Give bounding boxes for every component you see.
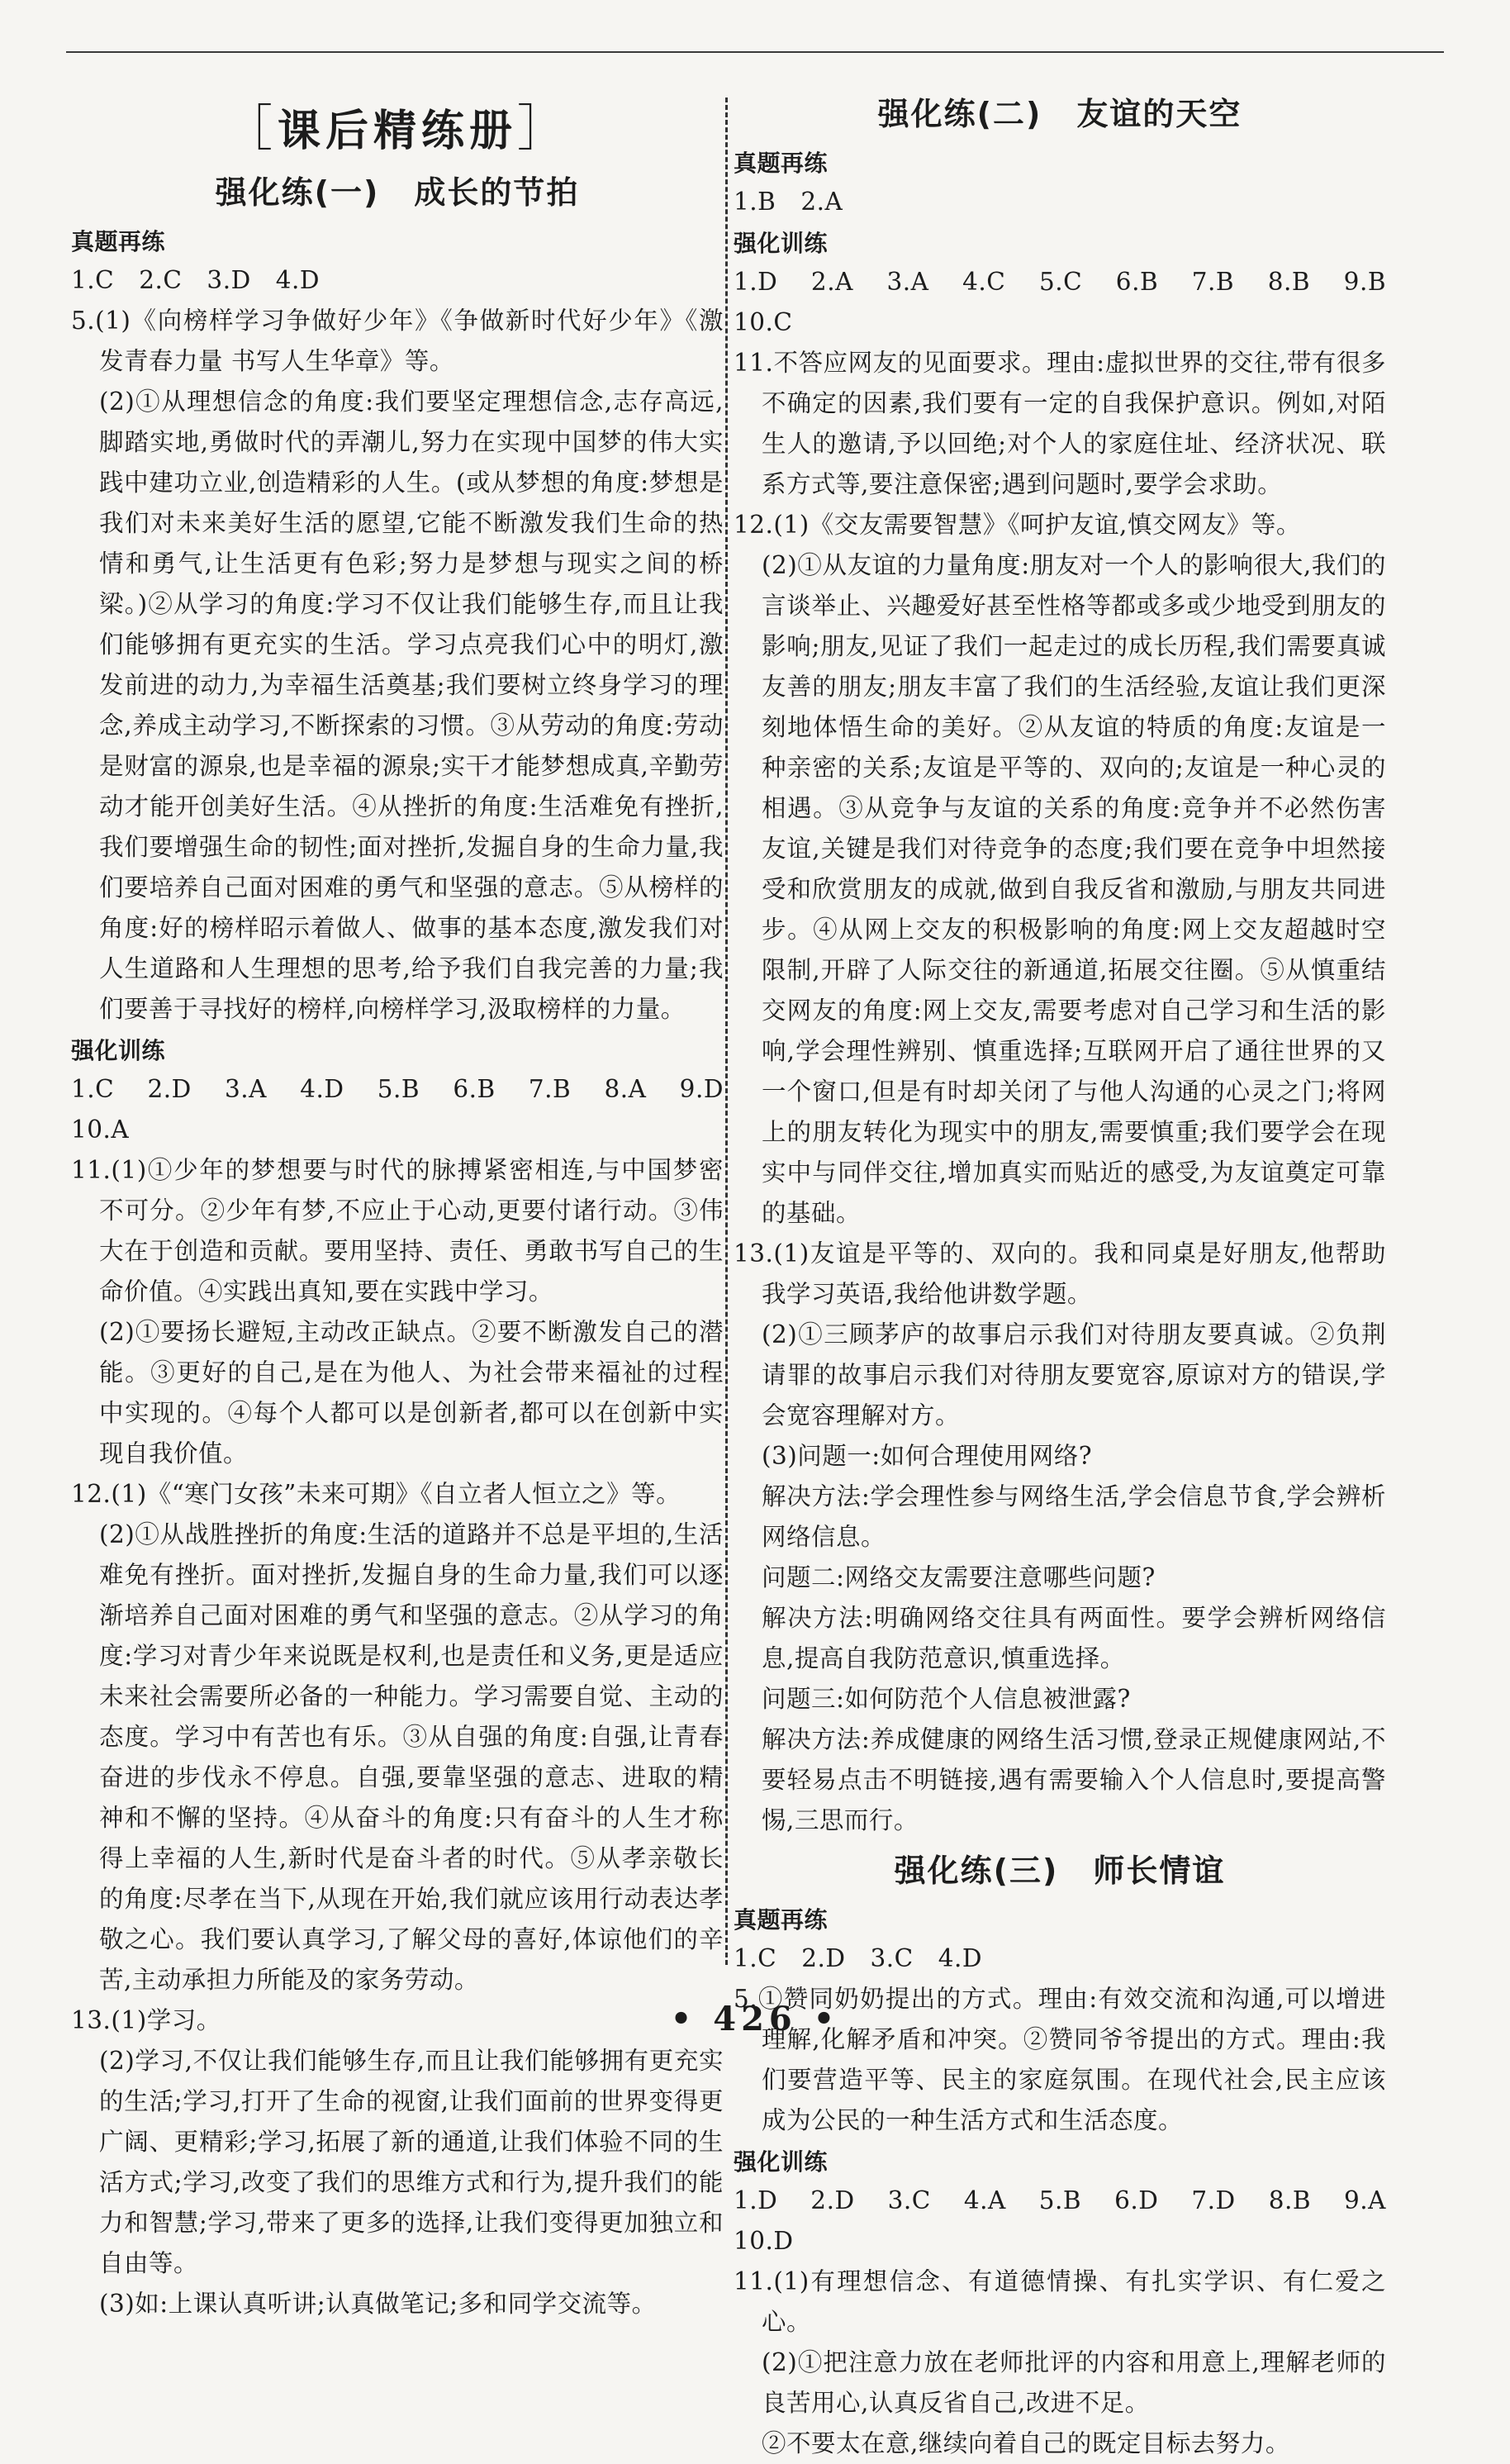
section2-title (734, 88, 1386, 140)
section3-title-topic: 师长情谊 (1093, 1853, 1226, 1889)
section2-q13-part4: 解决方法:学会理性参与网络生活,学会信息节食,学会辨析网络信息。 (762, 1482, 1386, 1551)
section1-q5-part2: (2)①从理想信念的角度:我们要坚定理想信念,志存高远,脚踏实地,勇做时代的弄潮儿,努力在实现中国梦的伟大实践中建功立业,创造精彩的人生。(或从梦想的角度:梦想是我们对未来美好生活的愿望,它能不断激发我们生命的热情和勇气,让生活更有色彩;努力是梦想与现实之间的桥梁。)②从学习的角度:学习不仅让我们能够生存,而且让我们能够拥有更充实的生活。学习点亮我们心中的明灯,激发前进的动力,为幸福生活奠基;我们要树立终身学习的理念,养成主动学习,不断探索的习惯。③从劳动的角度:劳动是财富的源泉,也是幸福的源泉;实干才能梦想成真,辛勤劳动才能开创美好生活。④从挫折的角度:生活难免有挫折,我们要增强生命的韧性;面对挫折,发掘自身的生命力量,我们要培养自己面对困难的勇气和坚强的意志。⑤从榜样的角度:好的榜样昭示着做人、做事的基本态度,激发我们对人生道路和人生理想的思考,给予我们自我完善的力量;我们要善于寻找好的榜样,向榜样学习,汲取榜样的力量。 (99, 388, 724, 1023)
book-section-header (71, 99, 724, 161)
section2-q13-part8: 解决方法:养成健康的网络生活习惯,登录正规健康网站,不要轻易点击不明链接,遇有需要输入个人信息时,要提高警惕,三思而行。 (762, 1725, 1386, 1834)
section1-q13-part2: (2)学习,不仅让我们能够生存,而且让我们能够拥有更充实的生活;学习,打开了生命的视窗,让我们面前的世界变得更广阔、更精彩;学习,拓展了新的通道,让我们体验不同的生活方式;学习,改变了我们的思维方式和行为,提升我们的能力和智慧;学习,带来了更多的选择,让我们变得更加独立和自由等。 (99, 2047, 724, 2277)
section3-q11-part3: ②不要太在意,继续向着自己的既定目标去努力。 (762, 2429, 1290, 2457)
section2-q12-part2: (2)①从友谊的力量角度:朋友对一个人的影响很大,我们的言谈举止、兴趣爱好甚至性格等都或多或少地受到朋友的影响;朋友,见证了我们一起走过的成长历程,我们需要真诚友善的朋友;朋友丰富了我们的生活经验,友谊让我们更深刻地体悟生命的美好。②从友谊的特质的角度:友谊是一种亲密的关系;友谊是平等的、双向的;友谊是一种心灵的相遇。③从竞争与友谊的关系的角度:竞争并不必然伤害友谊,关键是我们对待竞争的态度;我们要在竞争中坦然接受和欣赏朋友的成就,做到自我反省和激励,与朋友共同进步。④从网上交友的积极影响的角度:网上交友超越时空限制,开辟了人际交往的新通道,拓展交往圈。⑤从慎重结交网友的角度:网上交友,需要考虑对自己学习和生活的影响,学会理性辨别、慎重选择;互联网开启了通往世界的又一个窗口,但是有时却关闭了与他人沟通的心灵之门;将网上的朋友转化为现实中的朋友,需要慎重;我们要学会在现实中与同伴交往,增加真实而贴近的感受,为友谊奠定可靠的基础。 (762, 551, 1386, 1227)
column-divider (725, 98, 728, 1965)
section1-q5-part1: 5.(1)《向榜样学习争做好少年》《争做新时代好少年》《激发青春力量 书写人生华章》等。 (71, 307, 724, 375)
section2-zhenti-label: 真题再练 (734, 150, 829, 177)
section3-zhenti-label: 真题再练 (734, 1906, 829, 1934)
section2-q13-part1: 13.(1)友谊是平等的、双向的。我和同桌是好朋友,他帮助我学习英语,我给他讲数学题。 (734, 1239, 1386, 1308)
section2-qianghua-answers: 1.D 2.A 3.A 4.C 5.C 6.B 7.B 8.B 9.B 10.C (734, 268, 1412, 336)
section2-q13-part7: 问题三:如何防范个人信息被泄露? (762, 1685, 1131, 1713)
section1-qianghua-label: 强化训练 (71, 1037, 166, 1064)
section1-zhenti-answers: 1.C 2.C 3.D 4.D (71, 266, 321, 294)
left-bracket: ［ (222, 100, 278, 158)
section2-q13-part5: 问题二:网络交友需要注意哪些问题? (762, 1563, 1156, 1591)
section2-zhenti-answers: 1.B 2.A (734, 188, 843, 216)
section3-q11-part1: 11.(1)有理想信念、有道德情操、有扎实学识、有仁爱之心。 (734, 2267, 1386, 2336)
section2-q12-part1: 12.(1)《交友需要智慧》《呵护友谊,慎交网友》等。 (734, 511, 1301, 539)
section2-q13-part6: 解决方法:明确网络交往具有两面性。要学会辨析网络信息,提高自我防范意识,慎重选择。 (762, 1604, 1386, 1672)
section1-q13-part3: (3)如:上课认真听讲;认真做笔记;多和同学交流等。 (99, 2290, 657, 2318)
page-top-rule (66, 51, 1444, 53)
section2-title-number: 强化练(二) (877, 96, 1042, 132)
section2-title-topic: 友谊的天空 (1076, 96, 1242, 132)
section1-q11-part1: 11.(1)①少年的梦想要与时代的脉搏紧密相连,与中国梦密不可分。②少年有梦,不应止于心动,更要付诸行动。③伟大在于创造和贡献。要用坚持、责任、勇敢书写自己的生命价值。④实践出真知,要在实践中学习。 (71, 1156, 724, 1306)
section1-title-topic: 成长的节拍 (414, 174, 580, 211)
right-bracket: ］ (517, 100, 572, 158)
section3-qianghua-answers: 1.D 2.D 3.C 4.A 5.B 6.D 7.D 8.B 9.A 10.D (734, 2186, 1412, 2255)
section1-title-number: 强化练(一) (215, 174, 380, 211)
section1-q11-part2: (2)①要扬长避短,主动改正缺点。②要不断激发自己的潜能。③更好的自己,是在为他人、为社会带来福祉的过程中实现的。④每个人都可以是创新者,都可以在创新中实现自我价值。 (99, 1318, 724, 1467)
section1-q12-part2: (2)①从战胜挫折的角度:生活的道路并不总是平坦的,生活难免有挫折。面对挫折,发掘自身的生命力量,我们可以逐渐培养自己面对困难的勇气和坚强的意志。②从学习的角度:学习对青少年来说既是权利,也是责任和义务,更是适应未来社会需要所必备的一种能力。学习需要自觉、主动的态度。学习中有苦也有乐。③从自强的角度:自强,让青春奋进的步伐永不停息。自强,要靠坚强的意志、进取的精神和不懈的坚持。④从奋斗的角度:只有奋斗的人生才称得上幸福的人生,新时代是奋斗者的时代。⑤从孝亲敬长的角度:尽孝在当下,从现在开始,我们就应该用行动表达孝敬之心。我们要认真学习,了解父母的喜好,体谅他们的辛苦,主动承担力所能及的家务劳动。 (99, 1520, 724, 1994)
section1-q13-part1: 13.(1)学习。 (71, 2006, 221, 2034)
section2-q13-part3: (3)问题一:如何合理使用网络? (762, 1442, 1093, 1470)
section1-title (71, 166, 724, 219)
section2-q11: 11.不答应网友的见面要求。理由:虚拟世界的交往,带有很多不确定的因素,我们要有一定的自我保护意识。例如,对陌生人的邀请,予以回绝;对个人的家庭住址、经济状况、联系方式等,要注意保密;遇到问题时,要学会求助。 (734, 349, 1386, 498)
header-title: 课后精练册 (277, 107, 517, 156)
page-number: • 426 • (670, 2000, 840, 2038)
section3-q11-part2: (2)①把注意力放在老师批评的内容和用意上,理解老师的良苦用心,认真反省自己,改进不足。 (762, 2348, 1386, 2417)
section2-q13-part2: (2)①三顾茅庐的故事启示我们对待朋友要真诚。②负荆请罪的故事启示我们对待朋友要宽容,原谅对方的错误,学会宽容理解对方。 (762, 1320, 1386, 1429)
section2-qianghua-label: 强化训练 (734, 230, 829, 257)
section3-qianghua-label: 强化训练 (734, 2148, 829, 2176)
right-column (734, 83, 1412, 2464)
section3-q5: 5.①赞同奶奶提出的方式。理由:有效交流和沟通,可以增进理解,化解矛盾和冲突。②赞同爷爷提出的方式。理由:我们要营造平等、民主的家庭氛围。在现代社会,民主应该成为公民的一种生活方式和生活态度。 (734, 1985, 1386, 2134)
section3-zhenti-answers: 1.C 2.D 3.C 4.D (734, 1944, 983, 1972)
section1-zhenti-label: 真题再练 (71, 228, 166, 255)
section1-qianghua-answers: 1.C 2.D 3.A 4.D 5.B 6.B 7.B 8.A 9.D 10.A (71, 1075, 749, 1144)
left-column (71, 83, 749, 2324)
section1-q12-part1: 12.(1)《“寒门女孩”未来可期》《自立者人恒立之》等。 (71, 1480, 681, 1508)
section3-title (734, 1844, 1386, 1897)
section3-title-number: 强化练(三) (894, 1853, 1059, 1889)
